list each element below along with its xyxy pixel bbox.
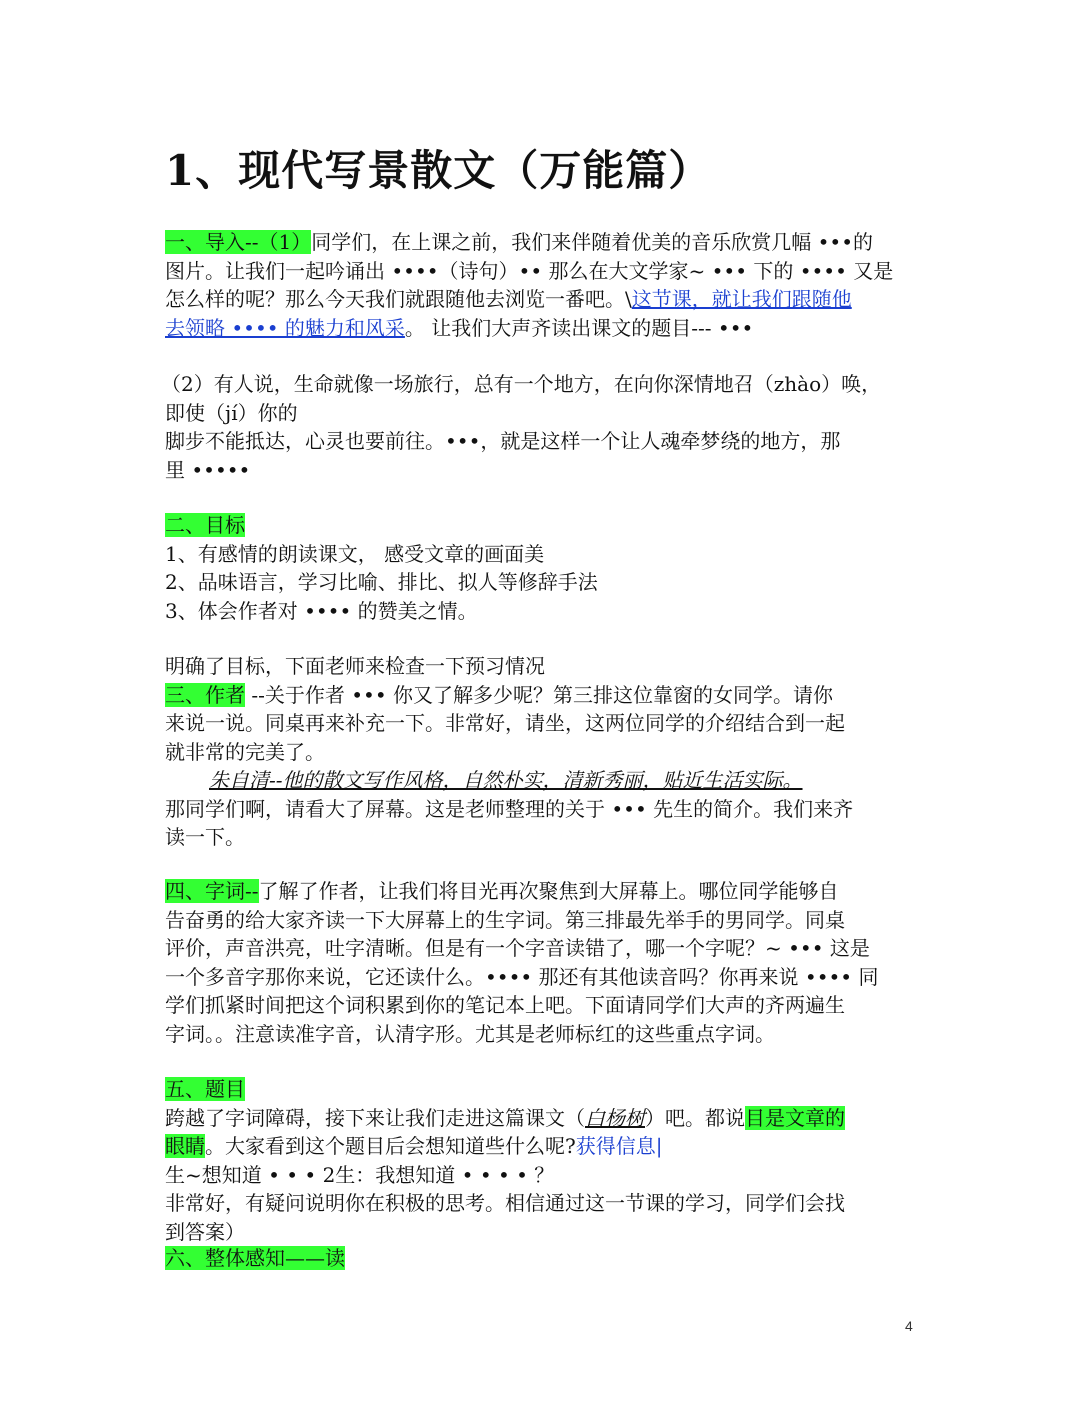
text-span: 怎么样的呢？那么今天我们就跟随他去浏览一番吧。\ xyxy=(165,287,632,311)
text-span: 跨越了字词障碍，接下来让我们走进这篇课文（ xyxy=(165,1105,585,1130)
goal-item: 2、品味语言，学习比喻、排比、拟人等修辞手法 xyxy=(165,570,598,594)
paragraph-line: 即使（jí）你的 xyxy=(165,400,298,425)
section-intro-2 xyxy=(161,370,925,484)
lesson-title: 白杨树 xyxy=(585,1105,645,1130)
paragraph-line: 字词。。注意读准字音，认清字形。尤其是老师标红的这些重点字词。 xyxy=(165,1021,775,1046)
paragraph-line: （2）有人说，生命就像一场旅行，总有一个地方，在向你深情地召（zhào）唤， xyxy=(161,372,882,396)
paragraph-line xyxy=(165,314,925,343)
text-span: 。大家看到这个题目后会想知道些什么呢? xyxy=(205,1134,576,1158)
paragraph-line: 学们抓紧时间把这个词积累到你的笔记本上吧。下面请同学们大声的齐两遍生 xyxy=(165,993,845,1017)
paragraph-line: 明确了目标，下面老师来检查一下预习情况 xyxy=(165,654,545,678)
text-span: ）吧。都说 xyxy=(645,1105,745,1130)
section-goals xyxy=(165,511,925,625)
paragraph-line: 图片。让我们一起吟诵出 ••••（诗句）•• 那么在大文学家~ ••• 下的 •••• 又是 xyxy=(165,258,894,283)
paragraph-line: 来说一说。同桌再来补充一下。非常好，请坐，这两位同学的介绍结合到一起 xyxy=(165,711,845,735)
paragraph-line xyxy=(165,511,925,540)
paragraph-line xyxy=(165,228,925,257)
author-style-quote: 朱自清--他的散文写作风格，自然朴实，清新秀丽，贴近生活实际。 xyxy=(209,768,803,792)
section-heading-intro: 一、导入--（1） xyxy=(165,230,312,254)
paragraph-line xyxy=(165,1104,925,1133)
paragraph-line: 那同学们啊，请看大了屏幕。这是老师整理的关于 ••• 先生的简介。我们来齐 xyxy=(165,796,854,821)
paragraph-line: 告奋勇的给大家齐读一下大屏幕上的生字词。第三排最先举手的男同学。同桌 xyxy=(165,907,845,932)
paragraph-line: 生~想知道 • • • 2生：我想知道 • • • • ？ xyxy=(165,1162,555,1187)
paragraph-line: 到答案） xyxy=(165,1219,245,1244)
section-vocabulary xyxy=(165,877,925,1048)
section-perception xyxy=(165,1244,925,1273)
info-text: 获得信息| xyxy=(575,1134,663,1158)
text-span: 同学们，在上课之前，我们来伴随着优美的音乐欣赏几幅 •••的 xyxy=(311,230,873,254)
paragraph-line xyxy=(165,1244,925,1273)
page-number: 4 xyxy=(905,1318,913,1334)
hyperlink-text[interactable]: 这节课，就让我们跟随他 xyxy=(631,287,852,311)
highlighted-text: 目是文章的 xyxy=(745,1105,845,1130)
text-span: 了解了作者，让我们将目光再次聚焦到大屏幕上。哪位同学能够自 xyxy=(258,879,839,903)
section-heading-author: 三、作者 xyxy=(165,682,245,707)
paragraph-line: 非常好，有疑问说明你在积极的思考。相信通过这一节课的学习，同学们会找 xyxy=(165,1191,845,1215)
paragraph-line xyxy=(165,1075,925,1104)
paragraph-line: 里 ••••• xyxy=(165,457,251,482)
paragraph-line xyxy=(165,1132,925,1161)
paragraph-line: 脚步不能抵达，心灵也要前往。•••，就是这样一个让人魂牵梦绕的地方，那 xyxy=(165,429,841,453)
section-heading-perception: 六、整体感知——读 xyxy=(165,1246,345,1270)
section-title xyxy=(165,1075,925,1246)
section-heading-title: 五、题目 xyxy=(165,1077,245,1101)
text-span: 。 让我们大声齐读出课文的题目--- ••• xyxy=(404,315,754,340)
goal-item: 3、体会作者对 •••• 的赞美之情。 xyxy=(165,598,478,623)
section-heading-goals: 二、目标 xyxy=(165,513,245,537)
paragraph-line xyxy=(165,285,925,314)
paragraph-line: 就非常的完美了。 xyxy=(165,739,325,764)
hyperlink-text[interactable]: 去领略 •••• 的魅力和风采 xyxy=(165,315,405,340)
goal-item: 1、有感情的朗读课文， 感受文章的画面美 xyxy=(165,541,545,566)
section-heading-vocabulary: 四、字词-- xyxy=(165,879,259,903)
section-author xyxy=(165,652,925,852)
highlighted-text: 眼睛 xyxy=(165,1134,205,1158)
paragraph-line: 评价，声音洪亮，吐字清晰。但是有一个字音读错了，哪一个字呢？~ ••• 这是 xyxy=(165,936,870,960)
page-title: 1、现代写景散文（万能篇） xyxy=(165,146,712,195)
paragraph-line xyxy=(165,877,925,906)
section-intro xyxy=(165,228,925,342)
paragraph-line: 一个多音字那你来说，它还读什么。•••• 那还有其他读音吗？你再来说 •••• 同 xyxy=(165,964,879,989)
paragraph-line xyxy=(165,681,925,710)
text-span: --关于作者 ••• 你又了解多少呢？第三排这位靠窗的女同学。请你 xyxy=(245,682,833,707)
paragraph-line: 读一下。 xyxy=(165,825,245,849)
